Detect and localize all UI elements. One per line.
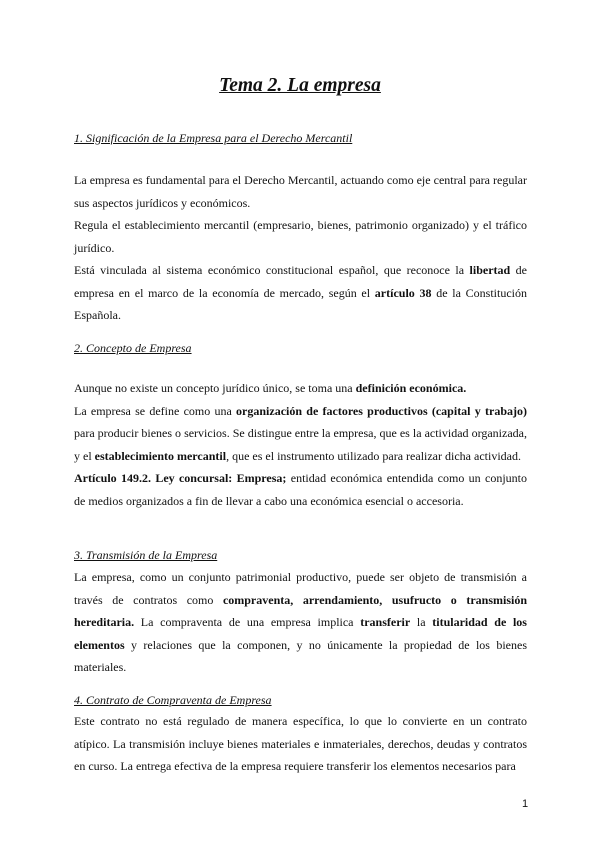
section-4-heading: 4. Contrato de Compraventa de Empresa: [74, 693, 272, 707]
section-2-paragraph-3: [74, 467, 527, 512]
text-run: entidad económica entendida como un conjunto de medios organizados a fin de llevar a cabo una económica esencial o accesoria.: [74, 471, 528, 508]
text-run: La compraventa de una empresa implica: [134, 615, 361, 629]
section-1-paragraph-3: [74, 259, 527, 327]
text-run: Está vinculada al sistema económico constitucional español, que reconoce la: [74, 263, 470, 277]
section-3-paragraph-1: [74, 566, 527, 679]
bold-text: libertad: [469, 263, 511, 277]
text-run: para producir bienes o servicios. Se distingue entre la empresa, que es la actividad organizada, y el: [74, 426, 527, 463]
bold-text: artículo 38: [374, 285, 432, 300]
section-2-paragraph-2: [74, 400, 527, 468]
page-number: 1: [521, 798, 529, 810]
section-3-body: [74, 566, 527, 679]
section-4-body: [74, 710, 527, 778]
bold-text: establecimiento mercantil: [94, 448, 227, 463]
section-4-paragraph-1: Este contrato no está regulado de manera específica, lo que lo convierte en un contrato atípico. La transmisión incluye bienes materiales e inmateriales, derechos, deudas y contratos en curso. La entrega efectiva de la empresa requiere transferir los elementos necesarios para: [74, 714, 527, 773]
bold-text: titularidad de los elementos: [74, 615, 527, 652]
bold-text: Artículo 149.2. Ley concursal: Empresa;: [74, 471, 287, 485]
section-2-body: [74, 377, 527, 512]
bold-text: transferir: [360, 615, 411, 629]
page-title: Tema 2. La empresa: [219, 75, 381, 96]
text-run: Aunque no existe un concepto jurídico único, se toma una: [74, 381, 356, 395]
section-2-heading: 2. Concepto de Empresa: [74, 341, 192, 355]
text-run: de empresa en el marco de la economía de mercado, según el: [74, 263, 527, 300]
text-run: , que es el instrumento utilizado para realizar dicha actividad.: [226, 448, 521, 463]
text-run: de la Constitución Española.: [74, 285, 527, 322]
section-1-heading: 1. Significación de la Empresa para el Derecho Mercantil: [74, 131, 353, 145]
section-1-paragraph-2: Regula el establecimiento mercantil (empresario, bienes, patrimonio organizado) y el tráfico jurídico.: [74, 218, 527, 255]
section-2-paragraph-1: [74, 377, 527, 400]
text-run: la: [410, 615, 433, 629]
bold-text: definición económica.: [355, 381, 467, 395]
section-3-heading: 3. Transmisión de la Empresa: [74, 548, 218, 562]
text-run: y relaciones que la componen, y no únicamente la propiedad de los bienes materiales.: [74, 637, 527, 674]
section-1-paragraph-1: La empresa es fundamental para el Derecho Mercantil, actuando como eje central para regular sus aspectos jurídicos y económicos.: [74, 173, 527, 210]
text-run: La empresa se define como una: [74, 403, 237, 418]
section-1-body: [74, 169, 527, 327]
bold-text: organización de factores productivos (capital y trabajo): [236, 403, 527, 418]
text-run: La empresa, como un conjunto patrimonial productivo, puede ser objeto de transmisión a través de contratos como: [74, 570, 527, 607]
bold-text: compraventa, arrendamiento, usufructo o transmisión hereditaria.: [74, 592, 528, 629]
